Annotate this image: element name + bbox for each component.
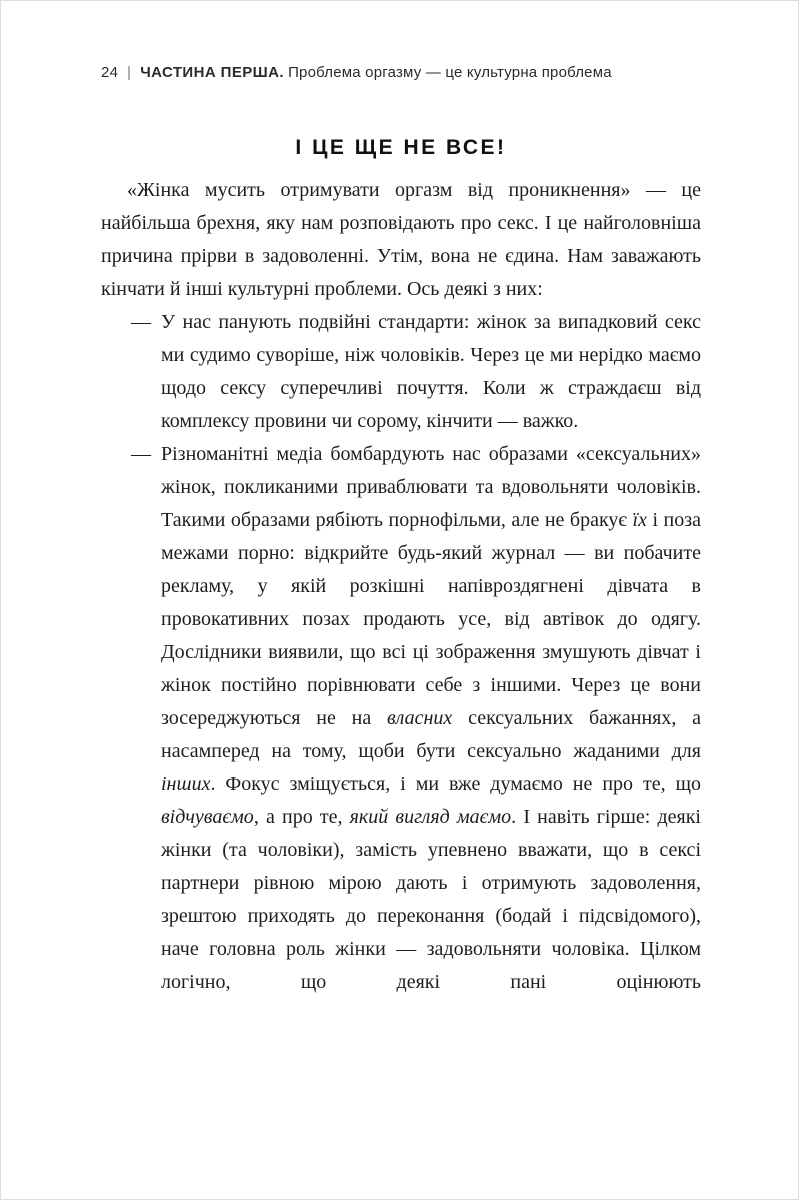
bullet-item bbox=[101, 306, 701, 438]
emphasized-text: інших bbox=[161, 773, 211, 795]
body-text: і поза межами порно: відкрийте будь-який журнал — ви побачите рекламу, у якій розкішні напівроздягнені дівчата в провокативних позах продають усе, від автівок до одягу. Дослідники виявили, що всі ці зображення змушують дівчат і жінок постійно порівнювати себе з іншими. Через це вони зосереджуються не на bbox=[161, 509, 701, 729]
body-text: . І навіть гірше: деякі жінки (та чоловіки), замість упевнено вважати, що в сексі партнери рівною мірою дають і отримують задоволення, зрештою приходять до переконання (бодай і підсвідомого), наче головна роль жінки — задовольняти чоловіка. Цілком логічно, що деякі пані оцінюють bbox=[161, 806, 701, 993]
section-heading: І ЦЕ ЩЕ НЕ ВСЕ! bbox=[295, 136, 507, 159]
chapter-title: Проблема оргазму — це культурна проблема bbox=[288, 64, 612, 81]
page-number: 24 bbox=[101, 64, 119, 81]
bullet-text bbox=[161, 306, 701, 438]
part-label: ЧАСТИНА ПЕРША. bbox=[140, 64, 284, 81]
header-separator: | bbox=[127, 64, 131, 81]
body-text: У нас панують подвійні стандарти: жінок за випадковий секс ми судимо суворіше, ніж чоловіків. Через це ми нерідко маємо щодо сексу суперечливі почуття. Коли ж страждаєш від комплексу провини чи сорому, кінчити — важко. bbox=[161, 311, 701, 432]
bullet-text bbox=[161, 438, 701, 999]
emphasized-text: власних bbox=[386, 707, 453, 729]
body-text: . Фокус зміщується, і ми вже думаємо не про те, що bbox=[210, 773, 701, 795]
bullet-dash-marker: — bbox=[131, 311, 151, 333]
emphasized-text: який вигляд маємо bbox=[349, 806, 512, 828]
emphasized-text: їх bbox=[632, 509, 647, 531]
bullet-item bbox=[101, 438, 701, 999]
running-header bbox=[101, 63, 701, 83]
text-block bbox=[101, 63, 701, 999]
emphasized-text: відчуваємо bbox=[161, 806, 254, 828]
intro-paragraph: «Жінка мусить отримувати оргазм від проникнення» — це найбільша брехня, яку нам розповідають про секс. І це найголовніша причина прірви в задоволенні. Утім, вона не єдина. Нам заважають кінчати й інші культурні проблеми. Ось деякі з них: bbox=[101, 179, 701, 300]
body-text: Різноманітні медіа бомбардують нас образами «сексуальних» жінок, покликаними приваблювати та вдовольняти чоловіків. Такими образами рябіють порнофільми, але не бракує bbox=[161, 443, 701, 531]
bullet-list bbox=[101, 306, 701, 999]
body-text: , а про те, bbox=[253, 806, 350, 828]
bullet-dash-marker: — bbox=[131, 443, 151, 465]
body-text: сексуальних бажаннях, а насамперед на тому, щоби бути сексуально жаданими для bbox=[161, 707, 701, 762]
